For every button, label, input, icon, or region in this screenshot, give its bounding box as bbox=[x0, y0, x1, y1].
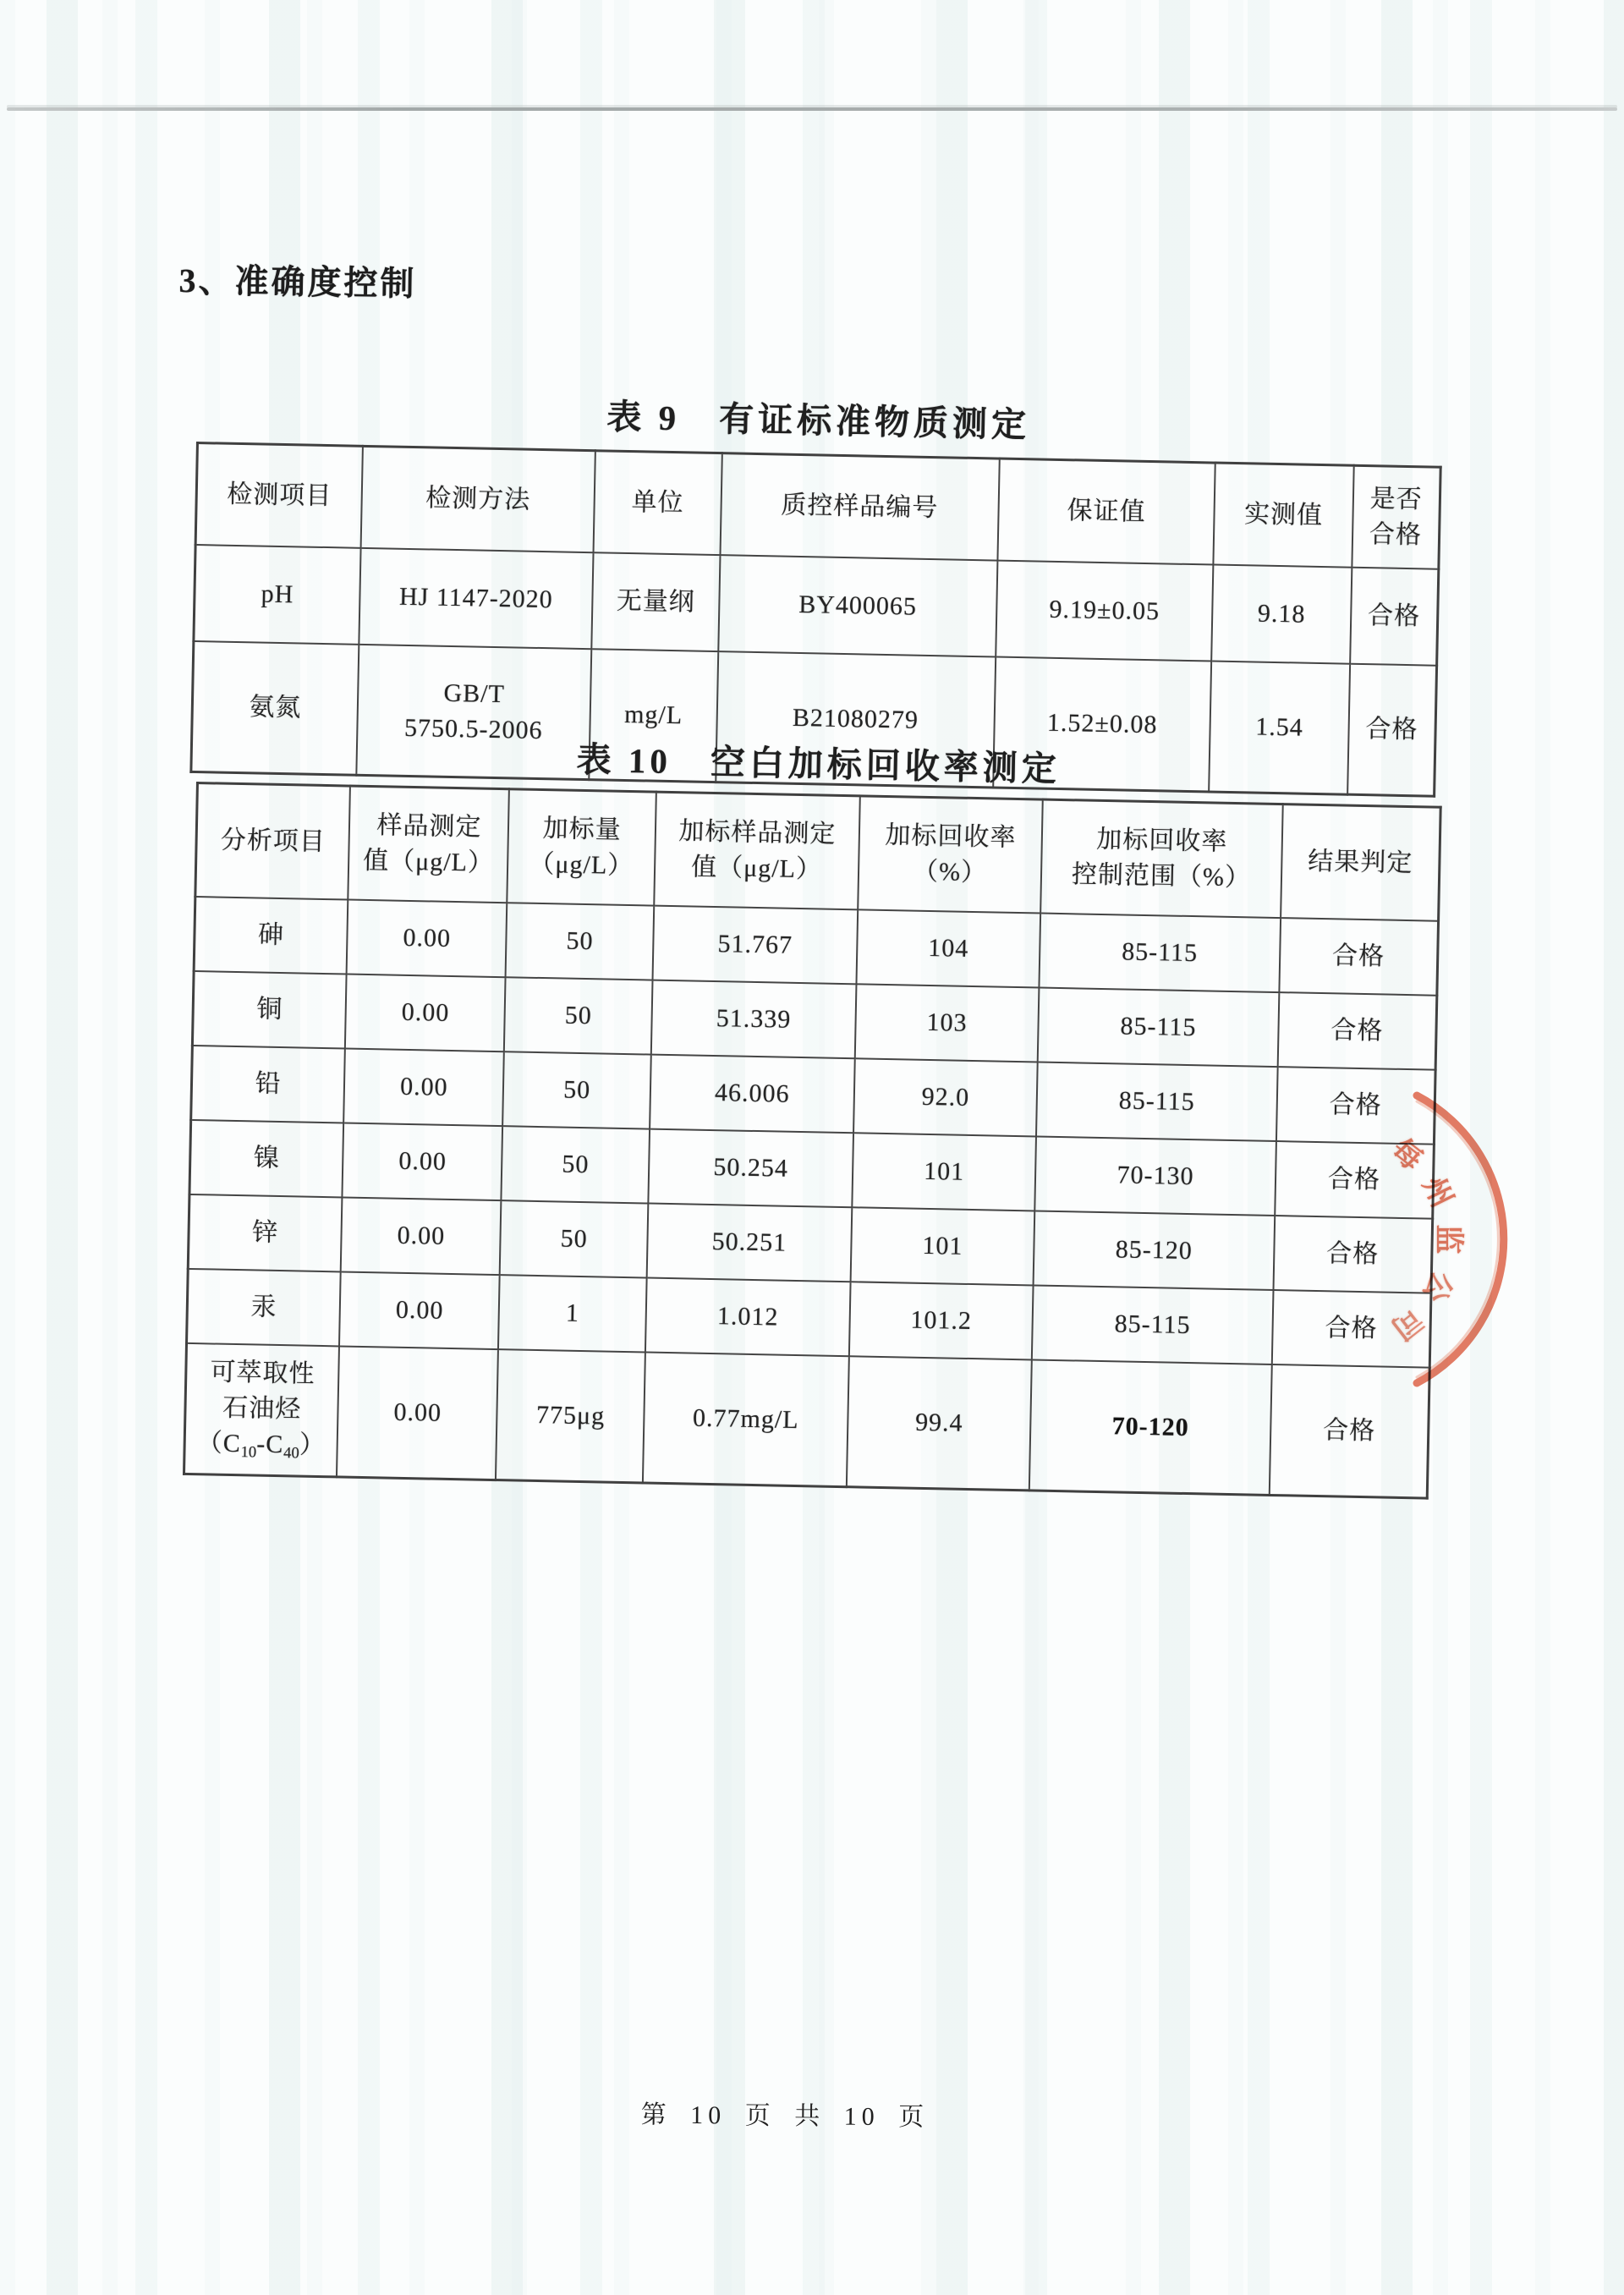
cell-line: 51.339 bbox=[716, 1004, 792, 1034]
cell-line: 50 bbox=[560, 1224, 589, 1254]
table-cell bbox=[648, 1129, 853, 1208]
table-cell bbox=[503, 1051, 651, 1128]
cell-line: 汞 bbox=[250, 1293, 277, 1321]
table-cell bbox=[187, 1269, 341, 1347]
cell-text: 70-120 bbox=[1111, 1412, 1190, 1442]
cell-line: 9.18 bbox=[1257, 599, 1306, 629]
cell-line: pH bbox=[261, 579, 294, 609]
header-cell bbox=[997, 458, 1215, 564]
table-cell bbox=[1276, 1067, 1435, 1145]
table-cell bbox=[1273, 1216, 1432, 1293]
page-footer bbox=[0, 2088, 1570, 2139]
table-cell bbox=[856, 909, 1040, 987]
header-cell bbox=[195, 783, 350, 900]
cell-line: 氨氮 bbox=[249, 693, 302, 722]
table-cell bbox=[852, 1133, 1036, 1211]
cell-line: 1.52±0.08 bbox=[1046, 708, 1158, 739]
table-cell bbox=[188, 1194, 342, 1272]
table-cell bbox=[192, 971, 346, 1049]
cell-line: 石油烃 bbox=[222, 1393, 302, 1424]
cell-line: 合格 bbox=[1325, 1239, 1380, 1269]
cell-line: GB/T bbox=[443, 678, 506, 709]
cell-line: 0.00 bbox=[393, 1397, 442, 1427]
table-cell bbox=[591, 552, 720, 651]
table-cell bbox=[853, 1058, 1038, 1136]
cell-line: 85-115 bbox=[1121, 937, 1199, 968]
cell-line: 5750.5-2006 bbox=[403, 713, 543, 745]
header-cell bbox=[348, 786, 510, 903]
cell-line: 加标回收率 bbox=[1095, 825, 1228, 856]
table-cell bbox=[339, 1271, 500, 1349]
cell-line: 775μg bbox=[535, 1401, 606, 1430]
cell-line: 85-115 bbox=[1114, 1309, 1191, 1340]
cell-line: 控制范围（%） bbox=[1071, 860, 1252, 892]
cell-text: （C bbox=[196, 1429, 242, 1458]
table-cell bbox=[189, 1120, 343, 1198]
cell-line: BY400065 bbox=[798, 590, 918, 621]
cell-line: 合格 bbox=[1327, 1165, 1381, 1194]
cell-line: 1.54 bbox=[1255, 712, 1304, 742]
cell-line: 99.4 bbox=[914, 1408, 963, 1437]
cell-line: B21080279 bbox=[792, 703, 919, 734]
cell-text: 40 bbox=[283, 1444, 299, 1463]
header-cell bbox=[1040, 799, 1282, 918]
cell-line: 85-115 bbox=[1120, 1012, 1197, 1042]
header-cell bbox=[361, 446, 595, 552]
cell-line: 0.00 bbox=[397, 1221, 446, 1250]
cell-line: 50 bbox=[566, 926, 594, 956]
header-cell bbox=[654, 792, 860, 909]
cell-line: （%） bbox=[912, 857, 988, 887]
cell-line: 镍 bbox=[253, 1144, 281, 1173]
table-cell bbox=[645, 1278, 851, 1357]
cell-line: 85-115 bbox=[1118, 1086, 1196, 1117]
table-cell bbox=[1270, 1364, 1430, 1498]
cell-line: 合格 bbox=[1325, 1314, 1378, 1343]
table-cell bbox=[647, 1204, 853, 1282]
table-cell bbox=[1212, 565, 1352, 664]
table-cell bbox=[347, 900, 508, 978]
header-cell bbox=[1352, 465, 1440, 568]
table-cell bbox=[191, 1046, 345, 1123]
cell-line: 101 bbox=[922, 1231, 963, 1260]
table-cell bbox=[345, 975, 506, 1052]
table-cell bbox=[1034, 1136, 1276, 1216]
cell-line: 合格 bbox=[1329, 1090, 1382, 1120]
cell-line: 加标样品测定 bbox=[678, 817, 837, 848]
cell-line: 50.251 bbox=[711, 1227, 787, 1257]
table-cell bbox=[343, 1049, 504, 1127]
cell-line: 铜 bbox=[256, 995, 283, 1024]
cell-line: 92.0 bbox=[921, 1082, 970, 1112]
cell-line: 51.767 bbox=[717, 930, 793, 959]
cell-line: 结果判定 bbox=[1307, 847, 1413, 878]
table-cell bbox=[504, 977, 652, 1054]
table-cell bbox=[194, 897, 348, 975]
cell-line: 1.012 bbox=[716, 1302, 779, 1331]
stamp-glyph: 每 bbox=[1385, 1132, 1429, 1178]
cell-line: 质控样品编号 bbox=[781, 491, 939, 523]
table-row bbox=[184, 1343, 1430, 1498]
cell-line: 合格 bbox=[1330, 1016, 1384, 1046]
section-heading: 3、准确度控制 bbox=[178, 261, 417, 304]
header-cell bbox=[1281, 804, 1440, 921]
cell-line: 砷 bbox=[257, 920, 285, 950]
table-cell bbox=[651, 980, 857, 1059]
cell-line: 合格 bbox=[1322, 1416, 1376, 1446]
table-cell bbox=[996, 561, 1214, 662]
cell-line: 50.254 bbox=[713, 1153, 789, 1183]
cell-line bbox=[189, 1425, 333, 1465]
table-cell bbox=[498, 1275, 646, 1352]
cell-line: 101.2 bbox=[910, 1305, 973, 1336]
cell-line bbox=[1034, 1408, 1266, 1447]
table-cell bbox=[718, 555, 997, 656]
table-cell bbox=[851, 1207, 1035, 1285]
cell-line: 锌 bbox=[251, 1218, 279, 1247]
header-divider-line bbox=[7, 107, 1617, 111]
cell-line: 101 bbox=[923, 1156, 965, 1186]
cell-line: 0.00 bbox=[395, 1295, 444, 1325]
table-cell bbox=[1279, 918, 1438, 996]
table-cell bbox=[337, 1346, 498, 1480]
cell-line: 是否 bbox=[1369, 485, 1424, 514]
stamp-glyph: 公 bbox=[1416, 1266, 1459, 1308]
table-cell bbox=[500, 1200, 648, 1277]
header-cell bbox=[508, 789, 656, 906]
table-cell bbox=[1038, 988, 1279, 1068]
cell-line: 实测值 bbox=[1243, 500, 1324, 530]
cell-line: 0.00 bbox=[403, 923, 452, 953]
cell-line: 0.00 bbox=[401, 997, 450, 1027]
table-cell bbox=[1036, 1062, 1277, 1142]
cell-line: 0.00 bbox=[399, 1072, 448, 1101]
stamp-glyph: 监 bbox=[1432, 1224, 1465, 1255]
table-cell bbox=[1277, 992, 1436, 1070]
cell-text: ） bbox=[299, 1430, 326, 1460]
cell-line: 50 bbox=[564, 1001, 593, 1030]
cell-line: 103 bbox=[926, 1007, 968, 1037]
table-cell bbox=[496, 1349, 645, 1483]
cell-line: 85-120 bbox=[1115, 1235, 1193, 1266]
cell-text: -C bbox=[256, 1430, 284, 1459]
stamp-glyph: 州 bbox=[1416, 1171, 1459, 1213]
cell-line: 70-130 bbox=[1116, 1161, 1194, 1191]
header-cell bbox=[720, 453, 999, 561]
stamp-glyph: 司 bbox=[1385, 1301, 1429, 1347]
table-cell bbox=[1039, 914, 1280, 993]
cell-line: 铅 bbox=[255, 1069, 282, 1099]
table-cell bbox=[184, 1343, 340, 1477]
table-cell bbox=[847, 1356, 1032, 1491]
table-cell bbox=[1032, 1285, 1273, 1364]
cell-line: 46.006 bbox=[714, 1079, 790, 1108]
cell-line: 9.19±0.05 bbox=[1049, 595, 1160, 626]
cell-line: 可萃取性 bbox=[210, 1358, 315, 1388]
cell-line: 1 bbox=[565, 1298, 580, 1327]
header-cell bbox=[1214, 463, 1353, 568]
table-cell bbox=[1350, 568, 1439, 666]
cell-line: 检测项目 bbox=[226, 480, 332, 511]
cell-line: 分析项目 bbox=[220, 826, 326, 856]
header-cell bbox=[858, 796, 1043, 914]
cell-line: 合格 bbox=[1367, 601, 1421, 631]
cell-line: 保证值 bbox=[1067, 497, 1146, 526]
table-cell bbox=[855, 984, 1040, 1062]
cell-line: 单位 bbox=[631, 488, 684, 518]
table-cell bbox=[343, 1123, 503, 1200]
cell-line: 50 bbox=[562, 1075, 591, 1105]
table-cell bbox=[643, 1353, 849, 1487]
cell-line: 104 bbox=[928, 933, 969, 963]
cell-line: 0.77mg/L bbox=[692, 1403, 799, 1435]
cell-line: 加标回收率 bbox=[885, 821, 1017, 852]
cell-line: 合格 bbox=[1369, 520, 1423, 550]
cell-line: 50 bbox=[562, 1150, 590, 1179]
cell-line: mg/L bbox=[623, 700, 683, 730]
table-cell bbox=[1029, 1359, 1272, 1495]
table-cell bbox=[359, 548, 593, 649]
table10-blank-spike-recovery bbox=[183, 782, 1442, 1500]
cell-line: 检测方法 bbox=[425, 484, 531, 514]
cell-line: （μg/L） bbox=[529, 849, 634, 881]
cell-line: 加标量 bbox=[542, 815, 622, 844]
cell-line: 合格 bbox=[1365, 715, 1418, 744]
header-cell bbox=[195, 443, 363, 548]
cell-line: HJ 1147-2020 bbox=[398, 582, 554, 614]
table-cell bbox=[341, 1197, 502, 1275]
table-cell bbox=[650, 1055, 855, 1134]
table-cell bbox=[652, 906, 858, 985]
cell-line: 合格 bbox=[1331, 942, 1385, 971]
cell-text: 10 bbox=[240, 1443, 257, 1462]
cell-line: 值（μg/L） bbox=[690, 853, 823, 884]
table-cell bbox=[1275, 1141, 1434, 1219]
cell-line: 样品测定 bbox=[376, 811, 482, 842]
table-cell bbox=[506, 903, 654, 980]
cell-line: 值（μg/L） bbox=[362, 846, 495, 877]
page-number: 第 10 页 共 10 页 bbox=[640, 2100, 930, 2132]
header-cell bbox=[593, 451, 721, 555]
table-cell bbox=[849, 1282, 1034, 1359]
cell-line: 0.00 bbox=[398, 1146, 447, 1176]
table-cell bbox=[502, 1126, 650, 1203]
table-cell bbox=[1272, 1290, 1431, 1368]
table-cell bbox=[194, 545, 361, 645]
cell-line: 无量纲 bbox=[616, 586, 696, 617]
table9-title: 表 9 有证标准物质测定 bbox=[606, 397, 1031, 445]
table-cell bbox=[1034, 1211, 1275, 1290]
table10-title: 表 10 空白加标回收率测定 bbox=[576, 739, 1062, 788]
